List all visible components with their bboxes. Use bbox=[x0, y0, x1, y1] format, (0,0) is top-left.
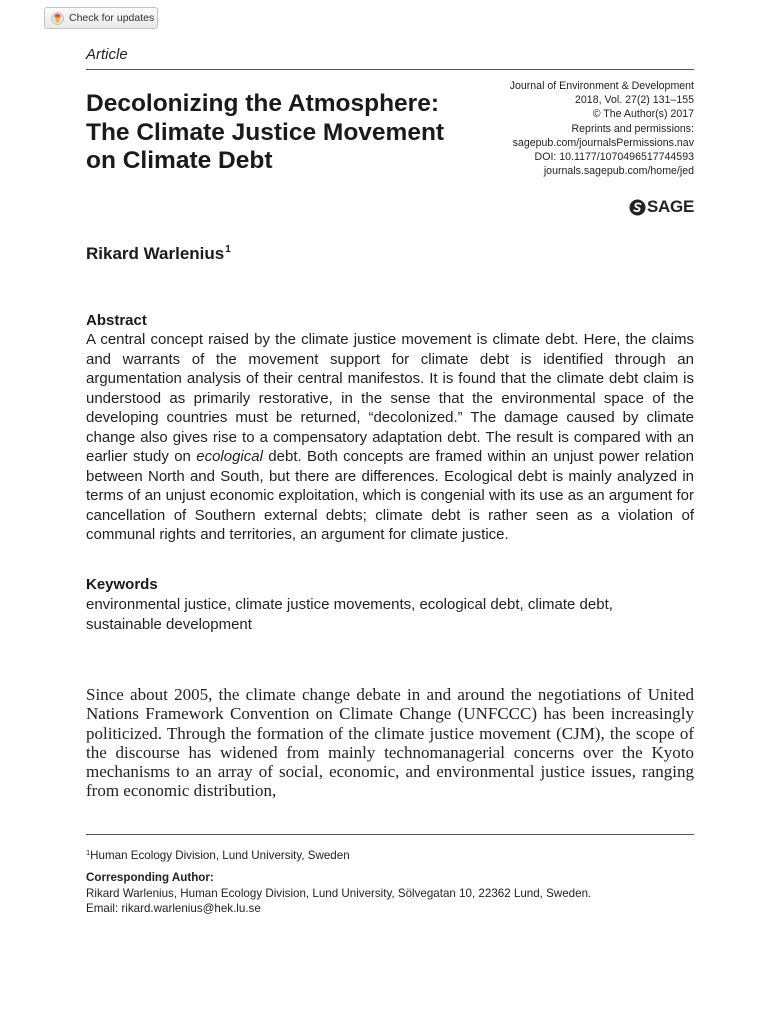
journal-name: Journal of Environment & Development bbox=[509, 80, 694, 92]
permissions-link[interactable]: sagepub.com/journalsPermissions.nav bbox=[512, 136, 694, 149]
footnotes bbox=[86, 845, 694, 917]
reprints-label: Reprints and permissions: bbox=[571, 122, 694, 135]
footnote-affiliation-text: Human Ecology Division, Lund University, Sweden bbox=[90, 849, 350, 862]
footnote-mark: 1 bbox=[86, 848, 91, 857]
header-divider bbox=[86, 69, 694, 70]
check-for-updates-label: Check for updates bbox=[69, 12, 155, 24]
author-name-text: Rikard Warlenius bbox=[86, 244, 225, 263]
abstract-text-part2: debt. Both concepts are framed within an unjust power relation between North and South, but there are differences. Ecological debt is mainly analyzed in terms of an unjust economic exploitation, which is congenial with its use as an argument for cancellation of Southern external debts; climate debt is rather seen as a violation of communal rights and territories, an argument for climate justice. bbox=[86, 448, 695, 543]
author-name bbox=[86, 244, 231, 264]
body-paragraph: Since about 2005, the climate change debate in and around the negotiations of United Nations Framework Convention on Climate Change (UNFCCC) has been increasingly politicized. Through the formation of the climate justice movement (CJM), the scope of the discourse has widened from mainly technomanagerial concerns over the Kyoto mechanisms to an array of social, economic, and environmental justice issues, ranging from economic distribution, bbox=[86, 685, 694, 801]
abstract-heading: Abstract bbox=[86, 312, 147, 329]
corresponding-author-address: Rikard Warlenius, Human Ecology Division, Lund University, Sölvegatan 10, 22362 Lund, Sweden. bbox=[86, 886, 592, 900]
abstract-body bbox=[86, 330, 694, 545]
corresponding-author-email[interactable]: Email: rikard.warlenius@hek.lu.se bbox=[86, 902, 261, 916]
check-for-updates-button[interactable] bbox=[44, 7, 158, 29]
sage-wordmark: SAGE bbox=[647, 197, 694, 216]
sage-logo bbox=[624, 197, 694, 217]
abstract-italic-term: ecological bbox=[196, 448, 263, 465]
keywords-list: environmental justice, climate justice movements, ecological debt, climate debt, sustainable development bbox=[86, 596, 613, 633]
doi-link[interactable]: DOI: 10.1177/1070496517744593 bbox=[534, 151, 694, 164]
author-affiliation-mark: 1 bbox=[225, 244, 231, 255]
sage-s-icon bbox=[629, 199, 646, 216]
abstract-text-part1: A central concept raised by the climate justice movement is climate debt. Here, the claims and warrants of the movement support for climate debt is identified through an argumentation analysis of their central manifestos. It is found that the climate debt claim is understood as primarily restorative, in the sense that the environmental space of the developing countries must be returned, “decolonized.” The damage caused by climate change also gives rise to a compensatory adaptation debt. The result is compared with an earlier study on bbox=[86, 331, 694, 465]
keywords-heading: Keywords bbox=[86, 576, 158, 593]
footnote-divider bbox=[86, 834, 694, 835]
journal-info bbox=[494, 79, 694, 178]
copyright-notice: © The Author(s) 2017 bbox=[592, 108, 694, 121]
corresponding-author-heading: Corresponding Author: bbox=[86, 871, 214, 885]
paper-title: Decolonizing the Atmosphere: The Climate Justice Movement on Climate Debt bbox=[86, 90, 445, 174]
article-type-label: Article bbox=[86, 46, 128, 63]
crossmark-icon bbox=[51, 12, 64, 25]
journal-homepage-link[interactable]: journals.sagepub.com/home/jed bbox=[543, 165, 694, 178]
journal-volume: 2018, Vol. 27(2) 131–155 bbox=[575, 94, 694, 107]
footnote-affiliation bbox=[86, 845, 694, 863]
